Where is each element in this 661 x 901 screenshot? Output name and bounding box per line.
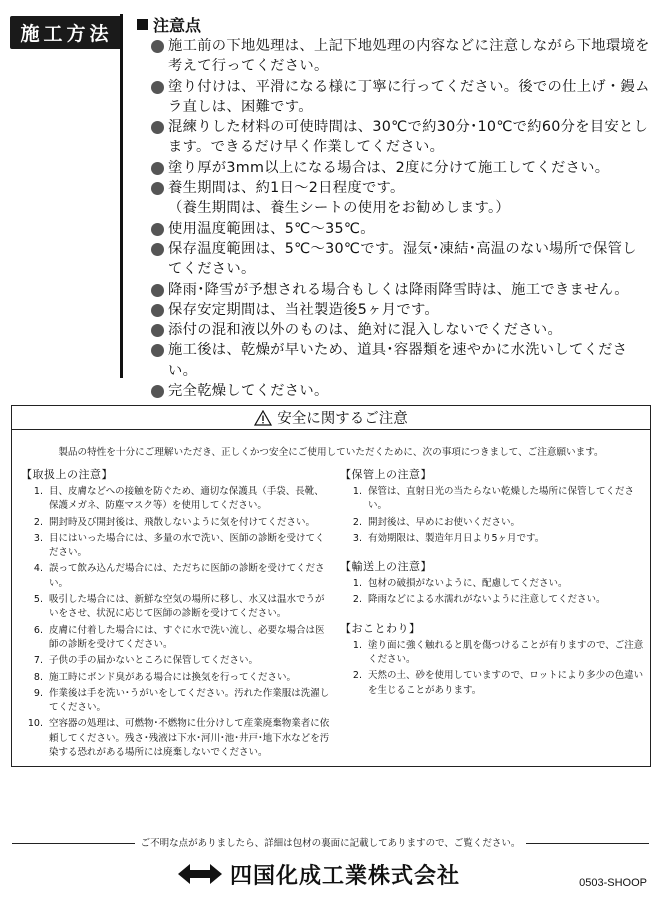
list-item bbox=[340, 577, 645, 591]
item-text: 目にはいった場合には、多量の水で洗い、医師の診断を受けてください。 bbox=[49, 532, 325, 559]
company-block bbox=[176, 859, 460, 889]
item-text: 誤って飲み込んだ場合には、ただちに医師の診断を受けてください。 bbox=[49, 563, 325, 589]
handling-list bbox=[21, 485, 331, 760]
item-text: 天然の土、砂を使用していますので、ロットにより多少の色違いを生じることがあります。 bbox=[368, 670, 644, 696]
note-item bbox=[151, 320, 651, 340]
footer-note-text: ご不明な点がありましたら、詳細は包材の裏面に記載してありますので、ご覧ください。 bbox=[135, 838, 527, 849]
bullet-dot-icon bbox=[151, 324, 164, 337]
list-item bbox=[21, 671, 331, 685]
item-number: 2. bbox=[352, 670, 362, 682]
list-item bbox=[21, 485, 331, 514]
note-item bbox=[151, 219, 651, 239]
note-item bbox=[151, 158, 651, 178]
safety-intro: 製品の特性を十分にご理解いただき、正しくかつ安全にご使用していただくために、次の事項につきまして、ご注意願います。 bbox=[58, 447, 604, 458]
item-text: 保管は、直射日光の当たらない乾燥した場所に保管してください。 bbox=[368, 486, 635, 512]
note-item bbox=[151, 77, 651, 118]
note-text: 塗り付けは、平滑になる様に丁寧に行ってください。後での仕上げ・鏝ムラ直しは、困難です。 bbox=[168, 78, 650, 115]
item-text: 塗り面に強く触れると肌を傷つけることが有りますので、ご注意ください。 bbox=[368, 639, 644, 666]
item-number: 1. bbox=[33, 486, 43, 497]
list-item bbox=[21, 593, 331, 622]
storage-heading: 【保管上の注意】 bbox=[340, 468, 432, 481]
bullet-dot-icon bbox=[151, 182, 164, 195]
note-text: 添付の混和液以外のものは、絶対に混入しないでください。 bbox=[168, 322, 563, 339]
note-item bbox=[151, 340, 651, 381]
bullet-dot-icon bbox=[151, 40, 164, 53]
item-text: 吸引した場合には、新鮮な空気の場所に移し、水又は温水でうがいをさせ、状況に応じて医師の診断を受けてください。 bbox=[49, 594, 325, 620]
item-text: 降雨などによる水濡れがないように注意してください。 bbox=[368, 594, 606, 606]
list-item bbox=[340, 485, 645, 514]
safety-title: 安全に関するご注意 bbox=[277, 411, 408, 427]
list-item bbox=[21, 532, 331, 561]
note-text: 完全乾燥してください。 bbox=[168, 383, 329, 400]
item-text: 目、皮膚などへの接触を防ぐため、適切な保護具（手袋、長靴、保護メガネ、防塵マスク等）を使用してください。 bbox=[49, 486, 324, 512]
bullet-dot-icon bbox=[151, 81, 164, 94]
note-text: 施工後は、乾燥が早いため、道具･容器類を速やかに水洗いしてください。 bbox=[168, 342, 628, 379]
item-number: 2. bbox=[352, 594, 362, 606]
disclaimer-list bbox=[340, 639, 645, 698]
list-item bbox=[340, 639, 645, 668]
bullet-dot-icon bbox=[151, 223, 164, 236]
list-item bbox=[21, 654, 331, 668]
note-item bbox=[151, 178, 651, 219]
handling-heading: 【取扱上の注意】 bbox=[21, 468, 113, 481]
bullet-dot-icon bbox=[151, 304, 164, 317]
notes-heading-text: 注意点 bbox=[153, 16, 202, 35]
item-number: 9. bbox=[33, 687, 43, 699]
safety-box bbox=[11, 405, 651, 767]
footer-note bbox=[0, 835, 661, 849]
list-item bbox=[21, 562, 331, 591]
note-item bbox=[151, 381, 651, 401]
method-badge: 施工方法 bbox=[10, 16, 123, 49]
note-item bbox=[151, 36, 651, 77]
item-number: 5. bbox=[33, 594, 43, 606]
vertical-divider bbox=[120, 14, 123, 378]
item-text: 開封後は、早めにお使いください。 bbox=[368, 516, 521, 528]
note-text: 保存安定期間は、当社製造後5ヶ月です。 bbox=[168, 301, 439, 318]
disclaimer-heading: 【おことわり】 bbox=[340, 621, 421, 635]
item-text: 有効期限は、製造年月日より5ヶ月です。 bbox=[368, 532, 545, 544]
item-number: 1. bbox=[352, 486, 362, 497]
list-item bbox=[340, 593, 645, 607]
list-item bbox=[21, 516, 331, 530]
storage-list bbox=[340, 485, 645, 546]
item-number: 3. bbox=[352, 532, 362, 544]
company-name: 四国化成工業株式会社 bbox=[230, 863, 461, 889]
bullet-dot-icon bbox=[151, 344, 164, 357]
bullet-dot-icon bbox=[151, 385, 164, 398]
safety-title-row bbox=[12, 406, 650, 430]
square-bullet-icon bbox=[137, 19, 148, 30]
bullet-dot-icon bbox=[151, 243, 164, 256]
item-number: 1. bbox=[352, 578, 362, 590]
bullet-dot-icon bbox=[151, 121, 164, 134]
item-number: 8. bbox=[33, 671, 43, 683]
notes-heading bbox=[137, 13, 201, 36]
item-text: 施工時にボンド臭がある場合には換気を行ってください。 bbox=[49, 671, 297, 683]
item-number: 6. bbox=[33, 624, 43, 636]
safety-column-right bbox=[340, 466, 645, 700]
note-item bbox=[151, 280, 651, 300]
list-item bbox=[340, 669, 645, 698]
company-logo-icon bbox=[176, 861, 224, 887]
item-number: 1. bbox=[352, 639, 362, 651]
note-text: 保存温度範囲は、5℃～30℃です。湿気･凍結･高温のない場所で保管してください。 bbox=[168, 240, 637, 278]
note-text: 混練りした材料の可使時間は、30℃で約30分･10℃で約60分を目安とします。できるだけ早く作業してください。 bbox=[168, 119, 649, 156]
bullet-dot-icon bbox=[151, 284, 164, 297]
item-number: 7. bbox=[33, 655, 43, 667]
item-text: 皮膚に付着した場合には、すぐに水で洗い流し、必要な場合は医師の診断を受けてください。 bbox=[49, 624, 325, 650]
item-text: 作業後は手を洗い･うがいをしてください。汚れた作業服は洗濯してください。 bbox=[49, 687, 330, 714]
list-item bbox=[21, 717, 331, 760]
item-text: 空容器の処理は、可燃物･不燃物に仕分けして産業廃棄物業者に依頼してください。残さ･残液は下水･河川･池･井戸･地下水などを汚染する恐れがある場所には廃棄しないでください。 bbox=[49, 718, 330, 759]
item-number: 4. bbox=[33, 563, 43, 575]
note-text: 施工前の下地処理は、上記下地処理の内容などに注意しながら下地環境を考えて行ってください。 bbox=[168, 38, 650, 75]
transport-list bbox=[340, 577, 645, 608]
note-item bbox=[151, 239, 651, 280]
note-text: 養生期間は、約1日～2日程度です。 （養生期間は、養生シートの使用をお勧めします。） bbox=[168, 180, 511, 217]
item-text: 開封時及び開封後は、飛散しないように気を付けてください。 bbox=[49, 516, 316, 528]
safety-column-left bbox=[21, 466, 331, 762]
list-item bbox=[21, 687, 331, 716]
list-item bbox=[340, 516, 645, 530]
item-number: 10. bbox=[27, 718, 43, 730]
bullet-dot-icon bbox=[151, 162, 164, 175]
item-text: 包材の破損がないように、配慮してください。 bbox=[368, 578, 568, 590]
list-item bbox=[21, 624, 331, 653]
note-item bbox=[151, 117, 651, 158]
transport-heading: 【輸送上の注意】 bbox=[340, 560, 432, 574]
document-code: 0503-SHOOP bbox=[579, 877, 647, 889]
list-item bbox=[340, 532, 645, 546]
item-number: 2. bbox=[352, 516, 362, 528]
item-number: 2. bbox=[33, 516, 43, 528]
notes-list bbox=[151, 36, 651, 401]
note-item bbox=[151, 300, 651, 320]
warning-triangle-icon bbox=[254, 410, 272, 426]
item-number: 3. bbox=[33, 532, 43, 544]
item-text: 子供の手の届かないところに保管してください。 bbox=[49, 655, 259, 667]
note-text: 使用温度範囲は、5℃～35℃。 bbox=[168, 220, 375, 237]
note-text: 降雨･降雪が予想される場合もしくは降雨降雪時は、施工できません。 bbox=[168, 281, 629, 298]
note-text: 塗り厚が3mm以上になる場合は、2度に分けて施工してください。 bbox=[168, 159, 610, 176]
